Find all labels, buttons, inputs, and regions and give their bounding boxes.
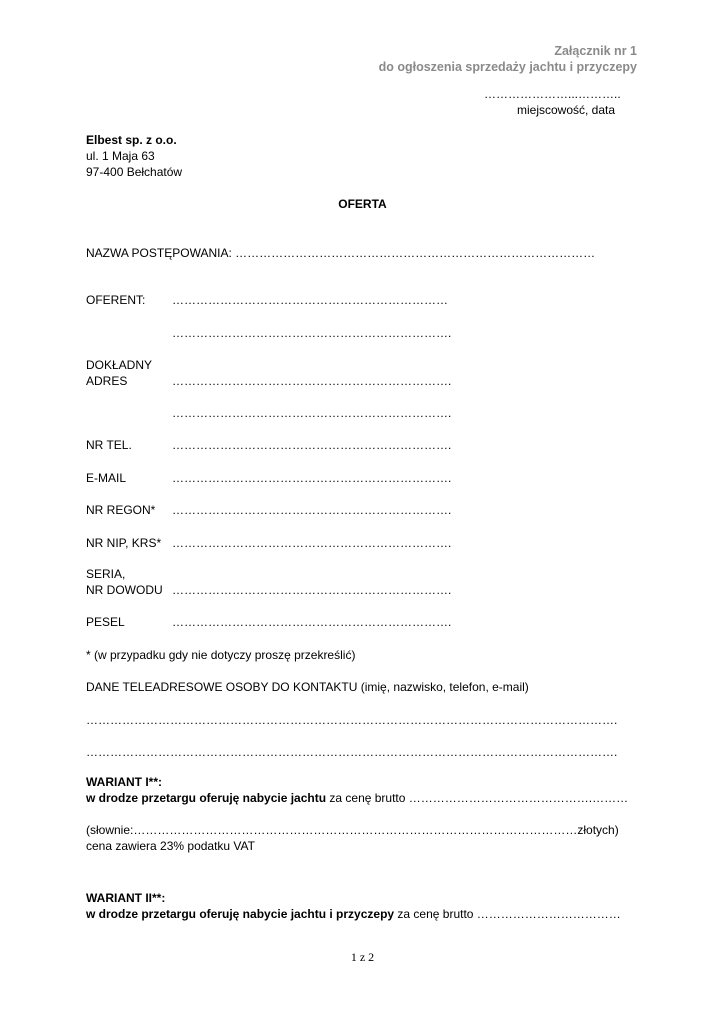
contact-dots-1: ……………………………………………………………………………………………………………………. (86, 713, 618, 727)
address-label-2: ADRES (86, 374, 128, 388)
contact-heading: DANE TELEADRESOWE OSOBY DO KONTAKTU (imię, nazwisko, telefon, e-mail) (86, 680, 529, 694)
regon-label: NR REGON* (86, 503, 156, 517)
variant-2-offer-line (86, 907, 621, 922)
email-label: E-MAIL (86, 471, 127, 485)
variant-2-price-dots: za cenę brutto ……………………………… (394, 907, 621, 921)
contact-dots-2: ……………………………………………………………………………………………………………………. (86, 745, 618, 759)
phone-label: NR TEL. (86, 438, 132, 452)
oferent-dots-2: ……………………………………………………………. (172, 326, 452, 340)
place-date-dots: …………………...……….. (484, 87, 621, 101)
proceeding-name-field: NAZWA POSTĘPOWANIA: ……………………………………………………………………………… (86, 246, 596, 260)
document-title: OFERTA (338, 197, 387, 211)
oferent-label: OFERENT: (86, 293, 146, 307)
variant-2-heading: WARIANT II**: (86, 891, 166, 905)
variant-1-offer-text: w drodze przetargu oferuję nabycie jachtu (86, 791, 327, 805)
email-dots: ……………………………………………………………. (172, 471, 452, 485)
address-label-1: DOKŁADNY (86, 358, 153, 372)
page-number: 1 z 2 (350, 950, 375, 964)
variant-1-offer-line (86, 791, 628, 806)
id-label-2: NR DOWODU (86, 583, 163, 597)
place-date-label: miejscowość, data (517, 103, 616, 117)
variant-1-price-dots: za cenę brutto ……………………………………….……… (326, 791, 629, 805)
nip-krs-label: NR NIP, KRS* (86, 536, 162, 550)
variant-1-heading: WARIANT I**: (86, 775, 162, 789)
annex-title: Załącznik nr 1 (554, 44, 637, 58)
pesel-dots: ……………………………………………………………. (172, 615, 452, 629)
regon-dots: ……………………………………………………………. (172, 503, 452, 517)
pesel-label: PESEL (86, 615, 125, 629)
company-name: Elbest sp. z o.o. (86, 133, 177, 147)
address-dots-1: ……………………………………………………………. (172, 374, 452, 388)
footnote: * (w przypadku gdy nie dotyczy proszę przekreślić) (86, 648, 356, 662)
variant-1-words: (słownie:…………………………………………………………………………………………………złotych) (86, 823, 619, 837)
phone-dots: ……………………………………………………………. (172, 438, 452, 452)
company-street: ul. 1 Maja 63 (86, 149, 155, 163)
annex-subtitle: do ogłoszenia sprzedaży jachtu i przyczepy (378, 60, 637, 74)
id-dots: ……………………………………………………………. (172, 583, 452, 597)
variant-2-offer-text: w drodze przetargu oferuję nabycie jachtu i przyczepy (86, 907, 395, 921)
oferent-dots-1: …………………………………………………………… (172, 293, 448, 307)
nip-krs-dots: ……………………………………………………………. (172, 536, 452, 550)
address-dots-2: ……………………………………………………………. (172, 406, 452, 420)
variant-1-vat: cena zawiera 23% podatku VAT (86, 839, 255, 853)
company-city: 97-400 Bełchatów (86, 165, 183, 179)
id-label-1: SERIA, (86, 567, 126, 581)
